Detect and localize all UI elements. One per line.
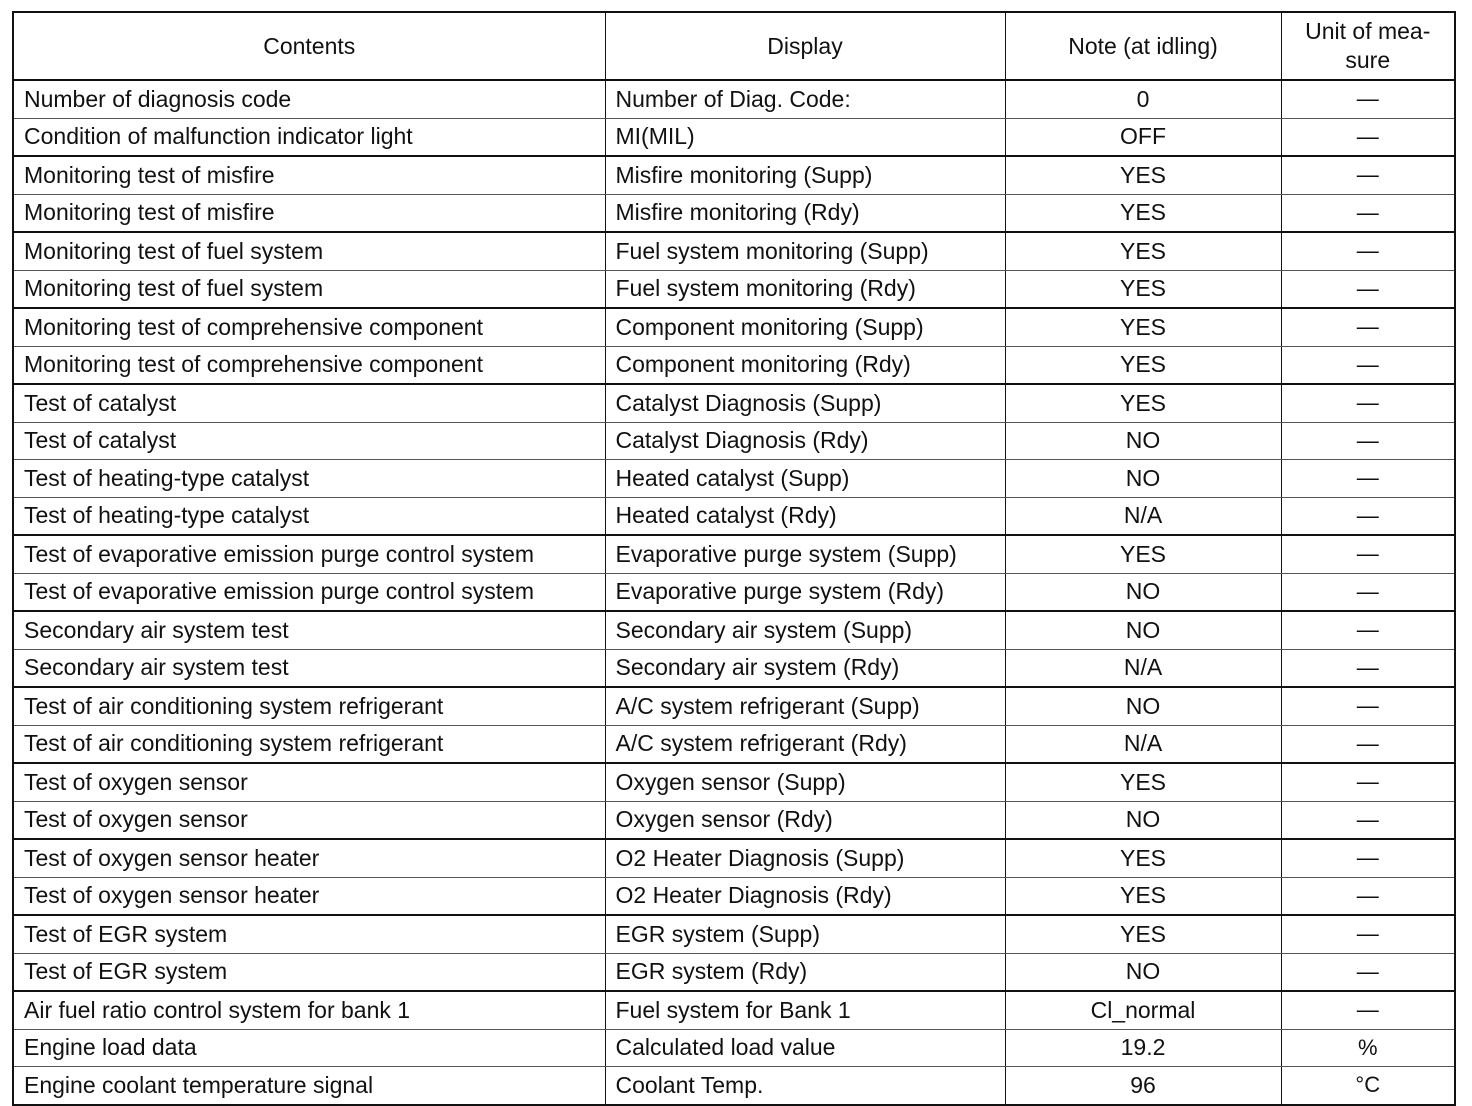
table-row <box>13 422 1455 460</box>
cell-display: Misfire monitoring (Rdy) <box>605 194 1005 232</box>
cell-note: YES <box>1005 194 1281 232</box>
cell-unit: — <box>1281 725 1455 763</box>
cell-unit: — <box>1281 422 1455 460</box>
cell-note: N/A <box>1005 725 1281 763</box>
cell-display: Heated catalyst (Rdy) <box>605 497 1005 535</box>
cell-contents: Engine load data <box>13 1029 605 1067</box>
table-row <box>13 80 1455 118</box>
cell-display: Component monitoring (Supp) <box>605 308 1005 346</box>
cell-unit: — <box>1281 801 1455 839</box>
table-row <box>13 460 1455 498</box>
cell-contents: Test of oxygen sensor heater <box>13 839 605 877</box>
cell-display: Oxygen sensor (Supp) <box>605 763 1005 801</box>
cell-contents: Number of diagnosis code <box>13 80 605 118</box>
header-display: Display <box>605 12 1005 80</box>
cell-contents: Test of evaporative emission purge control system <box>13 573 605 611</box>
header-note: Note (at idling) <box>1005 12 1281 80</box>
cell-unit: — <box>1281 80 1455 118</box>
cell-note: YES <box>1005 308 1281 346</box>
cell-display: Catalyst Diagnosis (Supp) <box>605 384 1005 422</box>
cell-display: A/C system refrigerant (Rdy) <box>605 725 1005 763</box>
table-row <box>13 346 1455 384</box>
cell-note: NO <box>1005 801 1281 839</box>
table-row <box>13 308 1455 346</box>
cell-contents: Monitoring test of fuel system <box>13 232 605 270</box>
cell-contents: Condition of malfunction indicator light <box>13 118 605 156</box>
cell-display: Secondary air system (Supp) <box>605 611 1005 649</box>
cell-unit: — <box>1281 232 1455 270</box>
table-header-row <box>13 12 1455 80</box>
table-row <box>13 915 1455 953</box>
cell-unit: — <box>1281 270 1455 308</box>
table-row <box>13 497 1455 535</box>
cell-note: YES <box>1005 763 1281 801</box>
cell-unit: — <box>1281 877 1455 915</box>
table-row <box>13 1029 1455 1067</box>
cell-contents: Test of air conditioning system refrigerant <box>13 725 605 763</box>
cell-unit: — <box>1281 611 1455 649</box>
table-row <box>13 953 1455 991</box>
cell-contents: Secondary air system test <box>13 611 605 649</box>
cell-note: 19.2 <box>1005 1029 1281 1067</box>
table-row <box>13 118 1455 156</box>
cell-unit: — <box>1281 118 1455 156</box>
cell-unit: — <box>1281 991 1455 1029</box>
cell-note: NO <box>1005 573 1281 611</box>
table-body <box>13 80 1455 1105</box>
cell-display: Fuel system monitoring (Rdy) <box>605 270 1005 308</box>
cell-contents: Test of heating-type catalyst <box>13 460 605 498</box>
cell-display: Heated catalyst (Supp) <box>605 460 1005 498</box>
cell-display: O2 Heater Diagnosis (Rdy) <box>605 877 1005 915</box>
table-row <box>13 611 1455 649</box>
cell-note: OFF <box>1005 118 1281 156</box>
cell-contents: Test of oxygen sensor <box>13 763 605 801</box>
table-row <box>13 763 1455 801</box>
cell-note: YES <box>1005 346 1281 384</box>
table-row <box>13 991 1455 1029</box>
cell-contents: Test of oxygen sensor heater <box>13 877 605 915</box>
cell-note: NO <box>1005 687 1281 725</box>
cell-contents: Test of EGR system <box>13 953 605 991</box>
cell-display: O2 Heater Diagnosis (Supp) <box>605 839 1005 877</box>
cell-unit: — <box>1281 953 1455 991</box>
cell-unit: — <box>1281 573 1455 611</box>
table-row <box>13 535 1455 573</box>
cell-note: N/A <box>1005 649 1281 687</box>
cell-note: NO <box>1005 422 1281 460</box>
cell-note: 96 <box>1005 1067 1281 1105</box>
cell-contents: Test of heating-type catalyst <box>13 497 605 535</box>
cell-display: EGR system (Rdy) <box>605 953 1005 991</box>
cell-note: 0 <box>1005 80 1281 118</box>
cell-note: Cl_normal <box>1005 991 1281 1029</box>
cell-unit: — <box>1281 687 1455 725</box>
cell-unit: — <box>1281 156 1455 194</box>
cell-note: YES <box>1005 877 1281 915</box>
cell-display: Coolant Temp. <box>605 1067 1005 1105</box>
cell-note: N/A <box>1005 497 1281 535</box>
table-row <box>13 687 1455 725</box>
table-row <box>13 156 1455 194</box>
table-row <box>13 725 1455 763</box>
cell-display: Number of Diag. Code: <box>605 80 1005 118</box>
table-row <box>13 270 1455 308</box>
cell-display: Calculated load value <box>605 1029 1005 1067</box>
cell-contents: Air fuel ratio control system for bank 1 <box>13 991 605 1029</box>
cell-display: Catalyst Diagnosis (Rdy) <box>605 422 1005 460</box>
cell-unit: — <box>1281 460 1455 498</box>
cell-contents: Test of oxygen sensor <box>13 801 605 839</box>
table-row <box>13 801 1455 839</box>
cell-display: Oxygen sensor (Rdy) <box>605 801 1005 839</box>
cell-contents: Monitoring test of misfire <box>13 194 605 232</box>
cell-note: YES <box>1005 270 1281 308</box>
diagnosis-data-table <box>12 11 1456 1106</box>
cell-contents: Monitoring test of comprehensive component <box>13 308 605 346</box>
cell-display: Evaporative purge system (Supp) <box>605 535 1005 573</box>
cell-unit: — <box>1281 194 1455 232</box>
cell-note: YES <box>1005 384 1281 422</box>
cell-unit: — <box>1281 535 1455 573</box>
cell-display: Fuel system monitoring (Supp) <box>605 232 1005 270</box>
cell-note: YES <box>1005 915 1281 953</box>
cell-unit: — <box>1281 308 1455 346</box>
table-row <box>13 839 1455 877</box>
cell-display: Component monitoring (Rdy) <box>605 346 1005 384</box>
cell-display: MI(MIL) <box>605 118 1005 156</box>
table-row <box>13 1067 1455 1105</box>
cell-note: YES <box>1005 839 1281 877</box>
cell-note: YES <box>1005 232 1281 270</box>
cell-display: Misfire monitoring (Supp) <box>605 156 1005 194</box>
cell-contents: Monitoring test of fuel system <box>13 270 605 308</box>
cell-note: YES <box>1005 535 1281 573</box>
cell-display: Secondary air system (Rdy) <box>605 649 1005 687</box>
cell-note: NO <box>1005 611 1281 649</box>
table-row <box>13 649 1455 687</box>
cell-unit: — <box>1281 497 1455 535</box>
table-row <box>13 232 1455 270</box>
cell-contents: Monitoring test of misfire <box>13 156 605 194</box>
cell-unit: — <box>1281 839 1455 877</box>
cell-note: YES <box>1005 156 1281 194</box>
header-unit: Unit of mea- sure <box>1281 12 1455 80</box>
cell-display: Fuel system for Bank 1 <box>605 991 1005 1029</box>
cell-display: A/C system refrigerant (Supp) <box>605 687 1005 725</box>
cell-unit: — <box>1281 384 1455 422</box>
table-row <box>13 384 1455 422</box>
cell-contents: Test of air conditioning system refrigerant <box>13 687 605 725</box>
table-row <box>13 877 1455 915</box>
cell-contents: Test of EGR system <box>13 915 605 953</box>
cell-contents: Monitoring test of comprehensive component <box>13 346 605 384</box>
cell-contents: Test of evaporative emission purge control system <box>13 535 605 573</box>
table-row <box>13 194 1455 232</box>
cell-unit: % <box>1281 1029 1455 1067</box>
cell-contents: Test of catalyst <box>13 422 605 460</box>
cell-display: Evaporative purge system (Rdy) <box>605 573 1005 611</box>
cell-contents: Secondary air system test <box>13 649 605 687</box>
header-contents: Contents <box>13 12 605 80</box>
cell-note: NO <box>1005 460 1281 498</box>
cell-contents: Test of catalyst <box>13 384 605 422</box>
table-row <box>13 573 1455 611</box>
cell-unit: — <box>1281 649 1455 687</box>
cell-unit: — <box>1281 346 1455 384</box>
cell-unit: — <box>1281 763 1455 801</box>
cell-unit: — <box>1281 915 1455 953</box>
cell-note: NO <box>1005 953 1281 991</box>
cell-unit: °C <box>1281 1067 1455 1105</box>
cell-display: EGR system (Supp) <box>605 915 1005 953</box>
cell-contents: Engine coolant temperature signal <box>13 1067 605 1105</box>
